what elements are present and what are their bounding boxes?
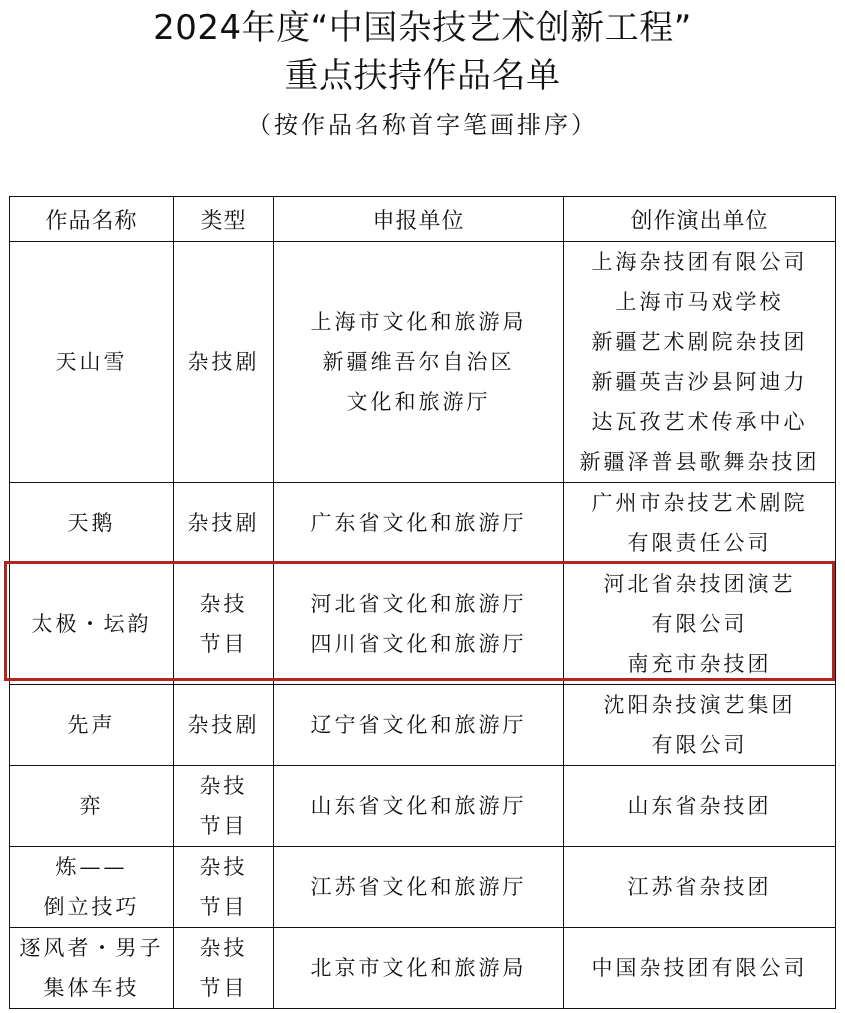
producing-unit-cell bbox=[564, 242, 836, 483]
type-cell-line: 杂技 bbox=[199, 592, 248, 616]
declaring-unit-cell bbox=[274, 847, 564, 928]
works-table bbox=[9, 196, 836, 1009]
work-name-cell-line: 先声 bbox=[67, 713, 116, 737]
producing-unit-cell-line: 有限责任公司 bbox=[627, 531, 772, 555]
declaring-unit-cell-line: 辽宁省文化和旅游厅 bbox=[310, 713, 527, 737]
declaring-unit-cell bbox=[274, 685, 564, 766]
type-cell bbox=[174, 242, 274, 483]
producing-unit-cell bbox=[564, 685, 836, 766]
work-name-cell-line: 天鹅 bbox=[67, 511, 116, 535]
table-header-row bbox=[10, 197, 836, 242]
table-row bbox=[10, 685, 836, 766]
producing-unit-cell bbox=[564, 928, 836, 1009]
type-cell bbox=[174, 766, 274, 847]
declaring-unit-cell bbox=[274, 564, 564, 685]
declaring-unit-cell-line: 北京市文化和旅游局 bbox=[310, 956, 527, 980]
type-cell-line: 杂技剧 bbox=[187, 350, 260, 374]
type-cell bbox=[174, 847, 274, 928]
producing-unit-cell-line: 中国杂技团有限公司 bbox=[591, 956, 808, 980]
producing-unit-cell bbox=[564, 766, 836, 847]
producing-unit-cell bbox=[564, 847, 836, 928]
table-row bbox=[10, 847, 836, 928]
type-cell-line: 节目 bbox=[199, 895, 248, 919]
type-cell-line: 杂技 bbox=[199, 936, 248, 960]
work-name-cell bbox=[10, 847, 174, 928]
producing-unit-cell-line: 上海市马戏学校 bbox=[615, 290, 784, 314]
type-cell bbox=[174, 564, 274, 685]
document-title-line1: 2024年度“中国杂技艺术创新工程” bbox=[153, 8, 692, 48]
work-name-cell-line: 弈 bbox=[79, 794, 104, 818]
producing-unit-cell-line: 南充市杂技团 bbox=[627, 652, 772, 676]
declaring-unit-cell-line: 文化和旅游厅 bbox=[346, 390, 491, 414]
producing-unit-cell-line: 山东省杂技团 bbox=[627, 794, 772, 818]
type-cell bbox=[174, 483, 274, 564]
header-work-name: 作品名称 bbox=[10, 197, 174, 242]
work-name-cell-line: 逐风者・男子 bbox=[19, 936, 164, 960]
declaring-unit-cell-line: 广东省文化和旅游厅 bbox=[310, 511, 527, 535]
producing-unit-cell-line: 沈阳杂技演艺集团 bbox=[603, 693, 796, 717]
type-cell-line: 节目 bbox=[199, 814, 248, 838]
work-name-cell bbox=[10, 483, 174, 564]
declaring-unit-cell-line: 上海市文化和旅游局 bbox=[310, 310, 527, 334]
document-subtitle: （按作品名称首字笔画排序） bbox=[247, 111, 598, 139]
work-name-cell bbox=[10, 564, 174, 685]
declaring-unit-cell bbox=[274, 242, 564, 483]
producing-unit-cell-line: 河北省杂技团演艺 bbox=[603, 572, 796, 596]
table-row bbox=[10, 242, 836, 483]
work-name-cell-line: 天山雪 bbox=[55, 350, 128, 374]
type-cell-line: 杂技 bbox=[199, 774, 248, 798]
type-cell bbox=[174, 928, 274, 1009]
header-declaring-unit: 申报单位 bbox=[274, 197, 564, 242]
work-name-cell-line: 太极・坛韵 bbox=[31, 612, 152, 636]
type-cell-line: 节目 bbox=[199, 976, 248, 1000]
producing-unit-cell bbox=[564, 483, 836, 564]
producing-unit-cell-line: 有限公司 bbox=[651, 733, 748, 757]
declaring-unit-cell bbox=[274, 483, 564, 564]
type-cell-line: 杂技剧 bbox=[187, 713, 260, 737]
work-name-cell bbox=[10, 242, 174, 483]
table-row bbox=[10, 483, 836, 564]
producing-unit-cell-line: 达瓦孜艺术传承中心 bbox=[591, 410, 808, 434]
declaring-unit-cell-line: 新疆维吾尔自治区 bbox=[322, 350, 515, 374]
work-name-cell bbox=[10, 766, 174, 847]
producing-unit-cell-line: 有限公司 bbox=[651, 612, 748, 636]
producing-unit-cell-line: 新疆英吉沙县阿迪力 bbox=[591, 370, 808, 394]
type-cell bbox=[174, 685, 274, 766]
declaring-unit-cell-line: 四川省文化和旅游厅 bbox=[310, 632, 527, 656]
work-name-cell-line: 炼—— bbox=[55, 855, 128, 879]
type-cell-line: 杂技 bbox=[199, 855, 248, 879]
producing-unit-cell-line: 江苏省杂技团 bbox=[627, 875, 772, 899]
table-body bbox=[10, 242, 836, 1009]
producing-unit-cell-line: 上海杂技团有限公司 bbox=[591, 250, 808, 274]
type-cell-line: 节目 bbox=[199, 632, 248, 656]
table-row bbox=[10, 928, 836, 1009]
declaring-unit-cell-line: 山东省文化和旅游厅 bbox=[310, 794, 527, 818]
producing-unit-cell-line: 新疆泽普县歌舞杂技团 bbox=[579, 450, 820, 474]
document-title-line2: 重点扶持作品名单 bbox=[284, 56, 561, 96]
work-name-cell bbox=[10, 685, 174, 766]
table-row bbox=[10, 766, 836, 847]
work-name-cell bbox=[10, 928, 174, 1009]
declaring-unit-cell-line: 河北省文化和旅游厅 bbox=[310, 592, 527, 616]
declaring-unit-cell bbox=[274, 928, 564, 1009]
producing-unit-cell-line: 新疆艺术剧院杂技团 bbox=[591, 330, 808, 354]
producing-unit-cell-line: 广州市杂技艺术剧院 bbox=[591, 491, 808, 515]
declaring-unit-cell-line: 江苏省文化和旅游厅 bbox=[310, 875, 527, 899]
work-name-cell-line: 倒立技巧 bbox=[43, 895, 140, 919]
header-type: 类型 bbox=[174, 197, 274, 242]
producing-unit-cell bbox=[564, 564, 836, 685]
work-name-cell-line: 集体车技 bbox=[43, 976, 140, 1000]
declaring-unit-cell bbox=[274, 766, 564, 847]
header-producing-unit: 创作演出单位 bbox=[564, 197, 836, 242]
type-cell-line: 杂技剧 bbox=[187, 511, 260, 535]
table-row bbox=[10, 564, 836, 685]
